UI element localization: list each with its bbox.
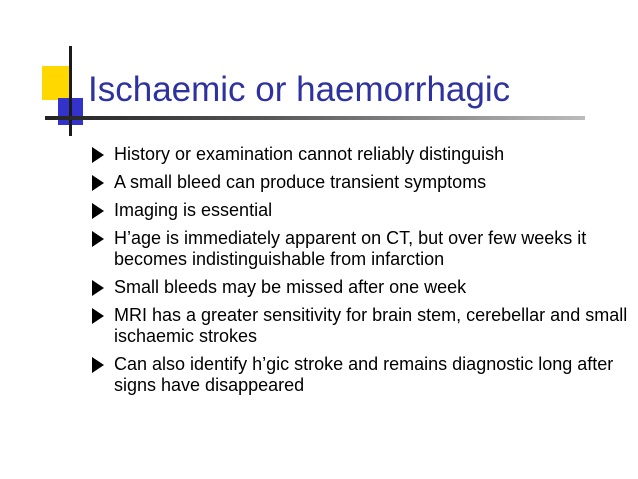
decorative-yellow-square: [42, 66, 72, 100]
slide-title: Ischaemic or haemorrhagic: [88, 70, 511, 109]
bullet-item: [92, 305, 627, 347]
bullet-arrow-icon: [92, 231, 104, 247]
bullet-text: Can also identify h’gic stroke and remains diagnostic long after signs have disappeared: [114, 354, 614, 395]
title-underline: [45, 116, 585, 120]
bullet-item: [92, 200, 627, 221]
bullet-item: [92, 277, 627, 298]
bullet-arrow-icon: [92, 357, 104, 373]
bullet-item: [92, 144, 627, 165]
bullet-text: H’age is immediately apparent on CT, but over few weeks it becomes indistinguishable from infarction: [114, 228, 587, 269]
bullet-text: A small bleed can produce transient symptoms: [114, 172, 487, 192]
bullet-item: [92, 228, 627, 270]
bullet-arrow-icon: [92, 147, 104, 163]
bullet-item: [92, 354, 627, 396]
bullet-arrow-icon: [92, 308, 104, 324]
bullet-text: MRI has a greater sensitivity for brain stem, cerebellar and small ischaemic strokes: [114, 305, 628, 346]
bullet-text: History or examination cannot reliably distinguish: [114, 144, 505, 164]
bullet-arrow-icon: [92, 175, 104, 191]
bullet-list: [92, 144, 627, 403]
bullet-item: [92, 172, 627, 193]
bullet-arrow-icon: [92, 203, 104, 219]
bullet-arrow-icon: [92, 280, 104, 296]
decorative-vertical-line: [69, 46, 72, 136]
bullet-text: Small bleeds may be missed after one week: [114, 277, 467, 297]
bullet-text: Imaging is essential: [114, 200, 273, 220]
